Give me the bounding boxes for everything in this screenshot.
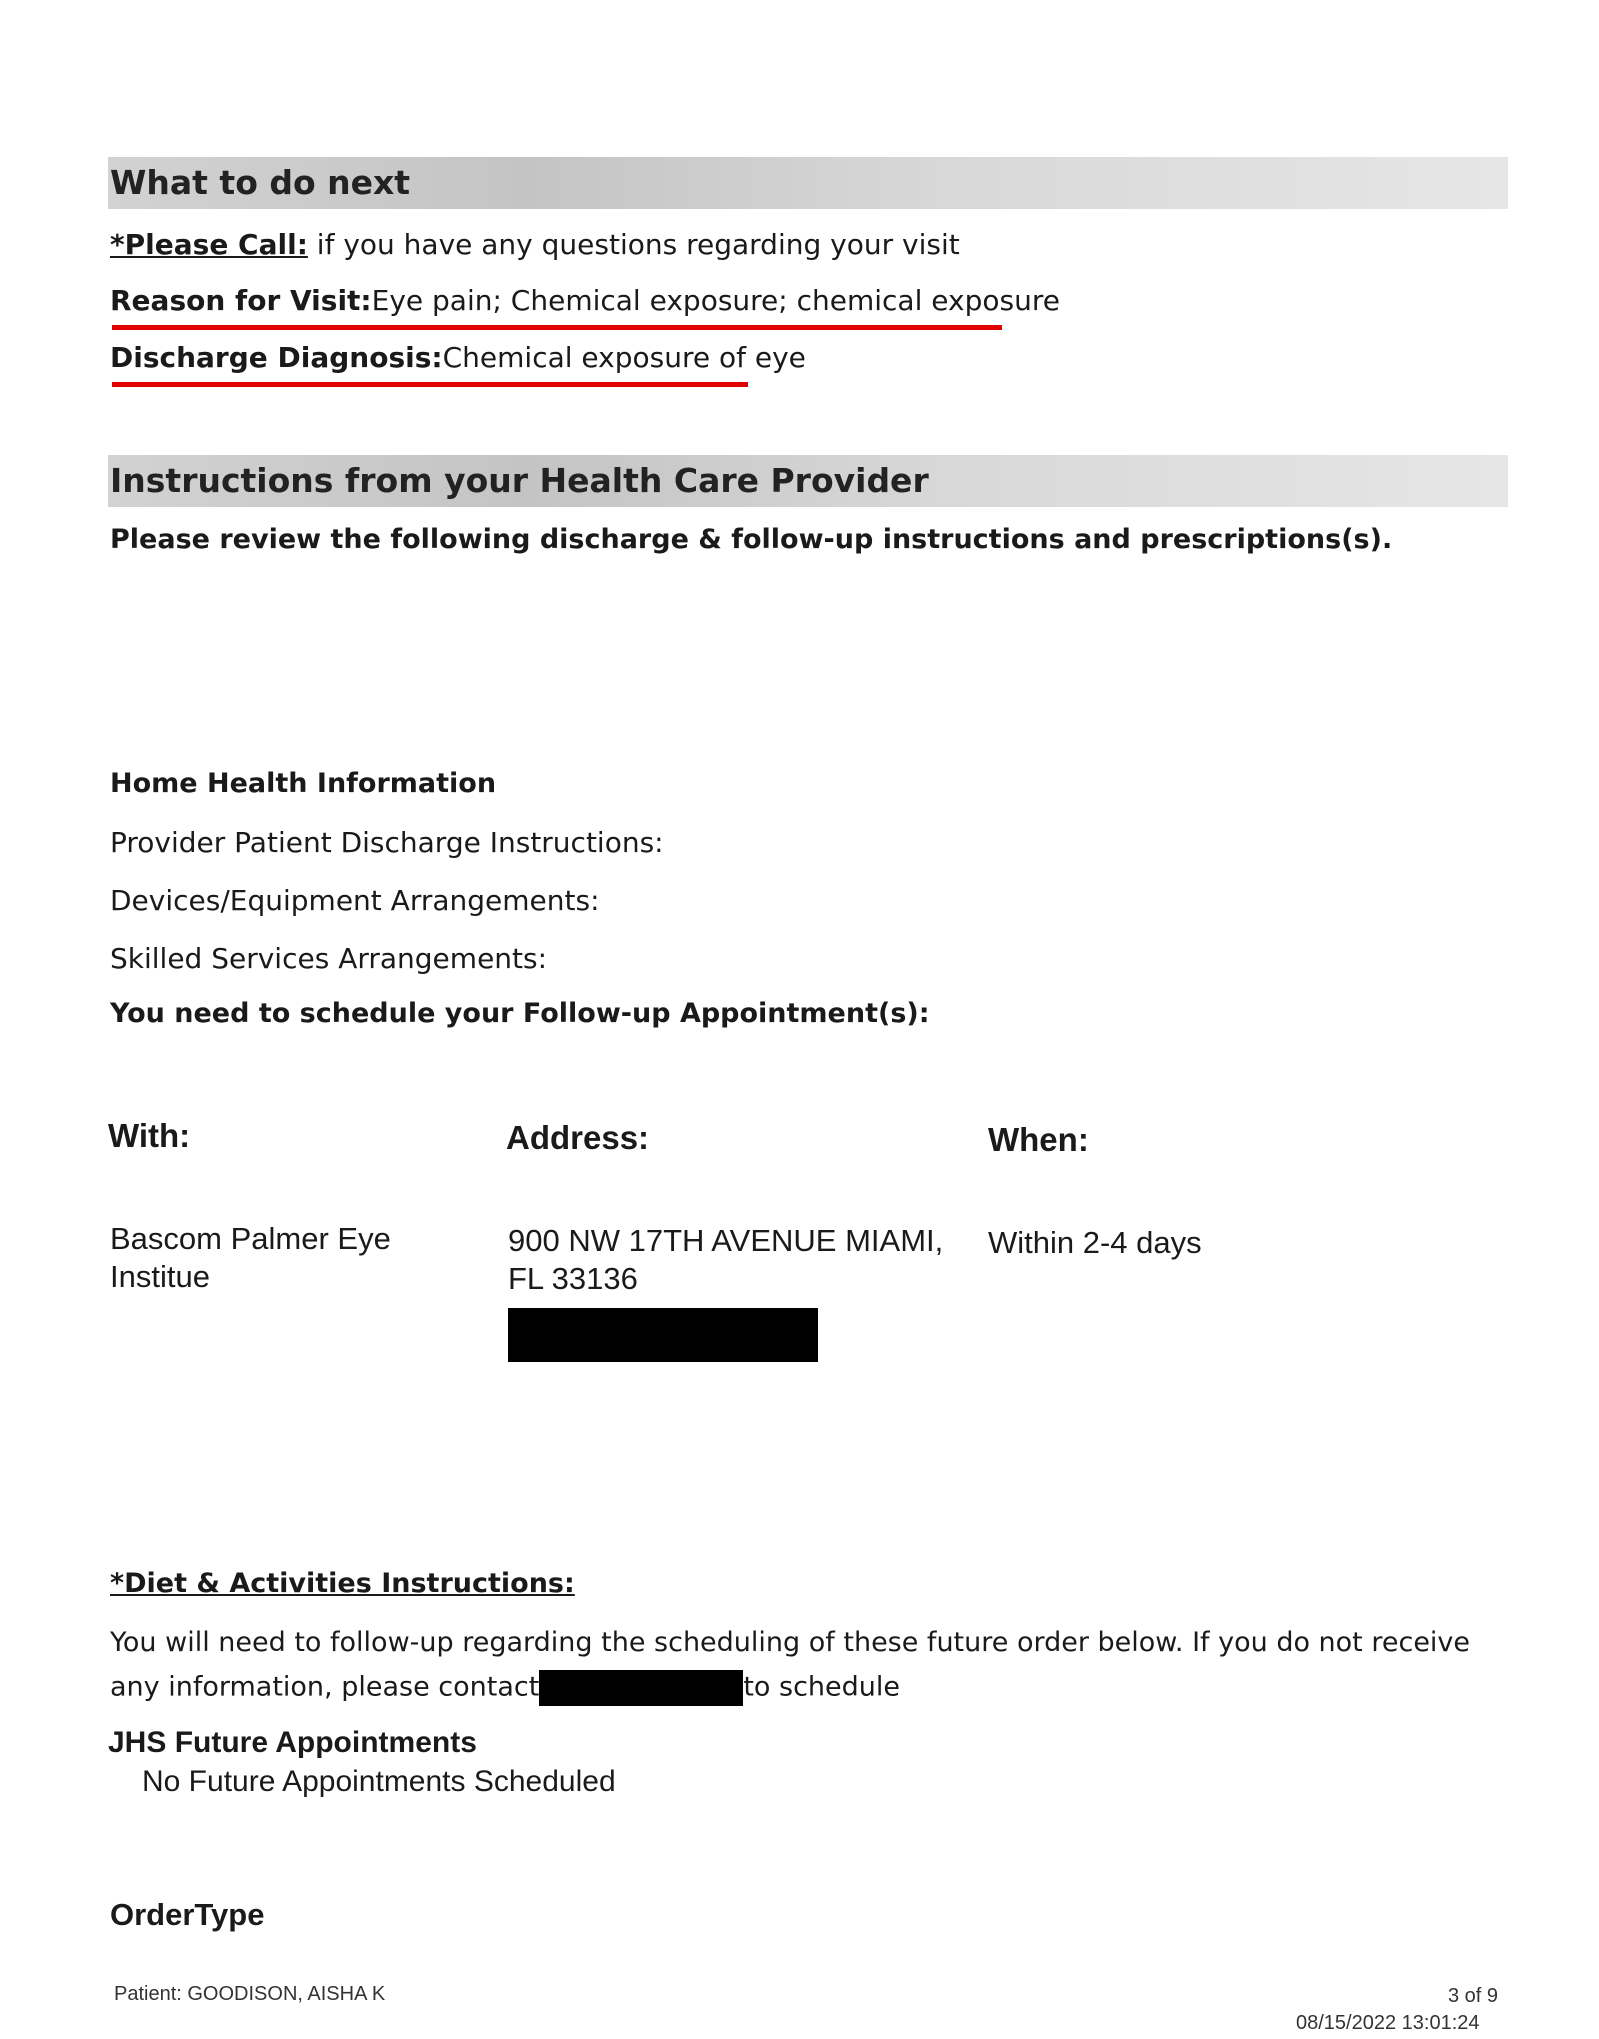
instructions-heading: Instructions from your Health Care Provider: [110, 461, 929, 500]
instructions-bar: [108, 455, 1508, 507]
reason-for-visit-line: [110, 284, 1060, 317]
please-call-line: [110, 228, 960, 261]
redaction-box-contact: [539, 1670, 743, 1706]
address-cell: [508, 1222, 943, 1298]
instructions-subheading: Please review the following discharge & follow-up instructions and prescriptions(s).: [110, 524, 1393, 555]
diagnosis-red-underline: [112, 382, 748, 387]
provider-name-cell: [110, 1220, 391, 1296]
with-column-header: With:: [108, 1117, 191, 1154]
footer-patient-name: Patient: GOODISON, AISHA K: [114, 1983, 386, 2005]
when-cell: Within 2-4 days: [988, 1225, 1202, 1260]
what-to-do-next-heading: What to do next: [110, 163, 411, 202]
footer-timestamp: 08/15/2022 13:01:24: [1296, 2012, 1480, 2034]
devices-equipment-line: Devices/Equipment Arrangements:: [110, 884, 600, 917]
diet-text-line2-start: any information, please contact: [110, 1671, 540, 1703]
provider-instructions-line: Provider Patient Discharge Instructions:: [110, 826, 664, 859]
provider-name-line2: Institue: [110, 1259, 210, 1294]
address-line1: 900 NW 17TH AVENUE MIAMI,: [508, 1223, 944, 1258]
please-call-label: *Please Call:: [110, 228, 308, 261]
reason-red-underline: [112, 325, 1002, 330]
discharge-diagnosis-label: Discharge Diagnosis:: [110, 341, 443, 374]
provider-name-line1: Bascom Palmer Eye: [110, 1221, 391, 1256]
diet-text-line1: You will need to follow-up regarding the scheduling of these future order below. If you do not receive: [110, 1627, 1471, 1658]
home-health-heading: Home Health Information: [110, 768, 497, 799]
no-future-appointments-text: No Future Appointments Scheduled: [142, 1765, 616, 1798]
jhs-future-appointments-heading: JHS Future Appointments: [108, 1726, 477, 1759]
order-type-heading: OrderType: [110, 1897, 265, 1932]
diet-text-line2: [110, 1670, 900, 1706]
reason-for-visit-label: Reason for Visit:: [110, 284, 372, 317]
reason-for-visit-value: Eye pain; Chemical exposure; chemical exposure: [371, 284, 1060, 317]
schedule-followup-heading: You need to schedule your Follow-up Appointment(s):: [110, 998, 930, 1029]
skilled-services-line: Skilled Services Arrangements:: [110, 942, 548, 975]
address-line2: FL 33136: [508, 1261, 638, 1296]
please-call-text: if you have any questions regarding your visit: [307, 228, 960, 261]
discharge-diagnosis-value: Chemical exposure of eye: [442, 341, 806, 374]
when-column-header: When:: [988, 1121, 1089, 1158]
address-column-header: Address:: [506, 1119, 650, 1156]
diet-text-line2-end: to schedule: [743, 1671, 900, 1703]
what-to-do-next-bar: [108, 157, 1508, 209]
footer-page-number: 3 of 9: [1448, 1985, 1499, 2007]
discharge-diagnosis-line: [110, 341, 806, 374]
redaction-box-phone: [508, 1308, 818, 1362]
diet-activities-heading: *Diet & Activities Instructions:: [110, 1568, 575, 1599]
